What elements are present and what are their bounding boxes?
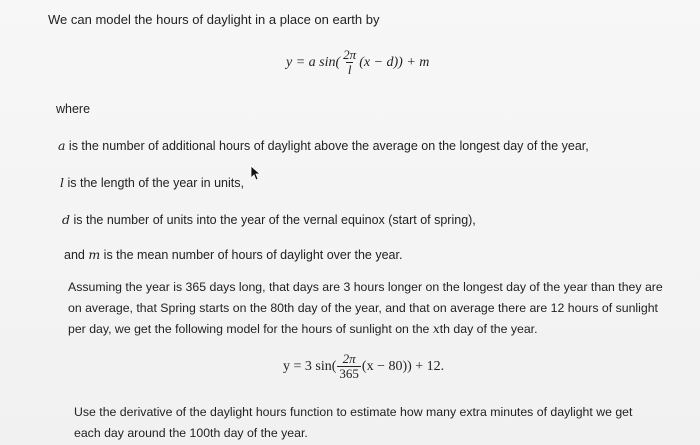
var-l: l bbox=[60, 175, 64, 190]
formula2-numerator: 2π bbox=[342, 351, 356, 366]
specific-model-formula bbox=[283, 352, 444, 381]
var-a: a bbox=[58, 138, 66, 153]
definition-d-text: is the number of units into the year of the vernal equinox (start of spring), bbox=[70, 213, 476, 227]
formula1-fraction bbox=[341, 48, 358, 77]
definition-m-text: is the mean number of hours of daylight over the year. bbox=[100, 248, 403, 262]
formula1-denominator: l bbox=[347, 62, 352, 77]
definition-l-text: is the length of the year in units, bbox=[64, 176, 244, 190]
definition-m-prefix: and bbox=[64, 248, 89, 262]
assumption-paragraph bbox=[68, 277, 668, 340]
definition-d bbox=[62, 212, 476, 228]
assumption-part2: th day of the year. bbox=[439, 322, 538, 336]
definition-m bbox=[64, 247, 402, 263]
definition-a bbox=[58, 138, 589, 154]
question-text: Use the derivative of the daylight hours function to estimate how many extra minutes of daylight we get each day around the 100th day of the year. bbox=[74, 405, 633, 440]
formula2-fraction bbox=[337, 352, 361, 381]
where-label: where bbox=[56, 102, 91, 116]
general-model-formula bbox=[286, 48, 429, 77]
assumption-part1: Assuming the year is 365 days long, that days are 3 hours longer on the longest day of the year than they are on average, that Spring starts on the 80th day of the year, and that on average there are 12 hours of sunlight per day, we get the following model for the hours of sunlight on the bbox=[68, 280, 663, 336]
formula1-numerator: 2π bbox=[343, 47, 357, 62]
formula1-rhs: (x − d)) + m bbox=[359, 54, 430, 70]
intro-text: We can model the hours of daylight in a place on earth by bbox=[48, 12, 380, 27]
mouse-cursor-icon bbox=[250, 165, 260, 181]
var-x: x bbox=[432, 322, 440, 336]
var-m: m bbox=[88, 247, 101, 262]
formula2-rhs: (x − 80)) + 12. bbox=[361, 358, 445, 374]
var-d: d bbox=[62, 212, 71, 227]
formula2-denominator: 365 bbox=[339, 366, 359, 381]
formula1-lhs: y = a sin( bbox=[286, 54, 341, 70]
definition-l bbox=[60, 175, 244, 191]
definition-a-text: is the number of additional hours of daylight above the average on the longest day of the year, bbox=[65, 139, 589, 153]
formula2-lhs: y = 3 sin( bbox=[283, 358, 337, 374]
